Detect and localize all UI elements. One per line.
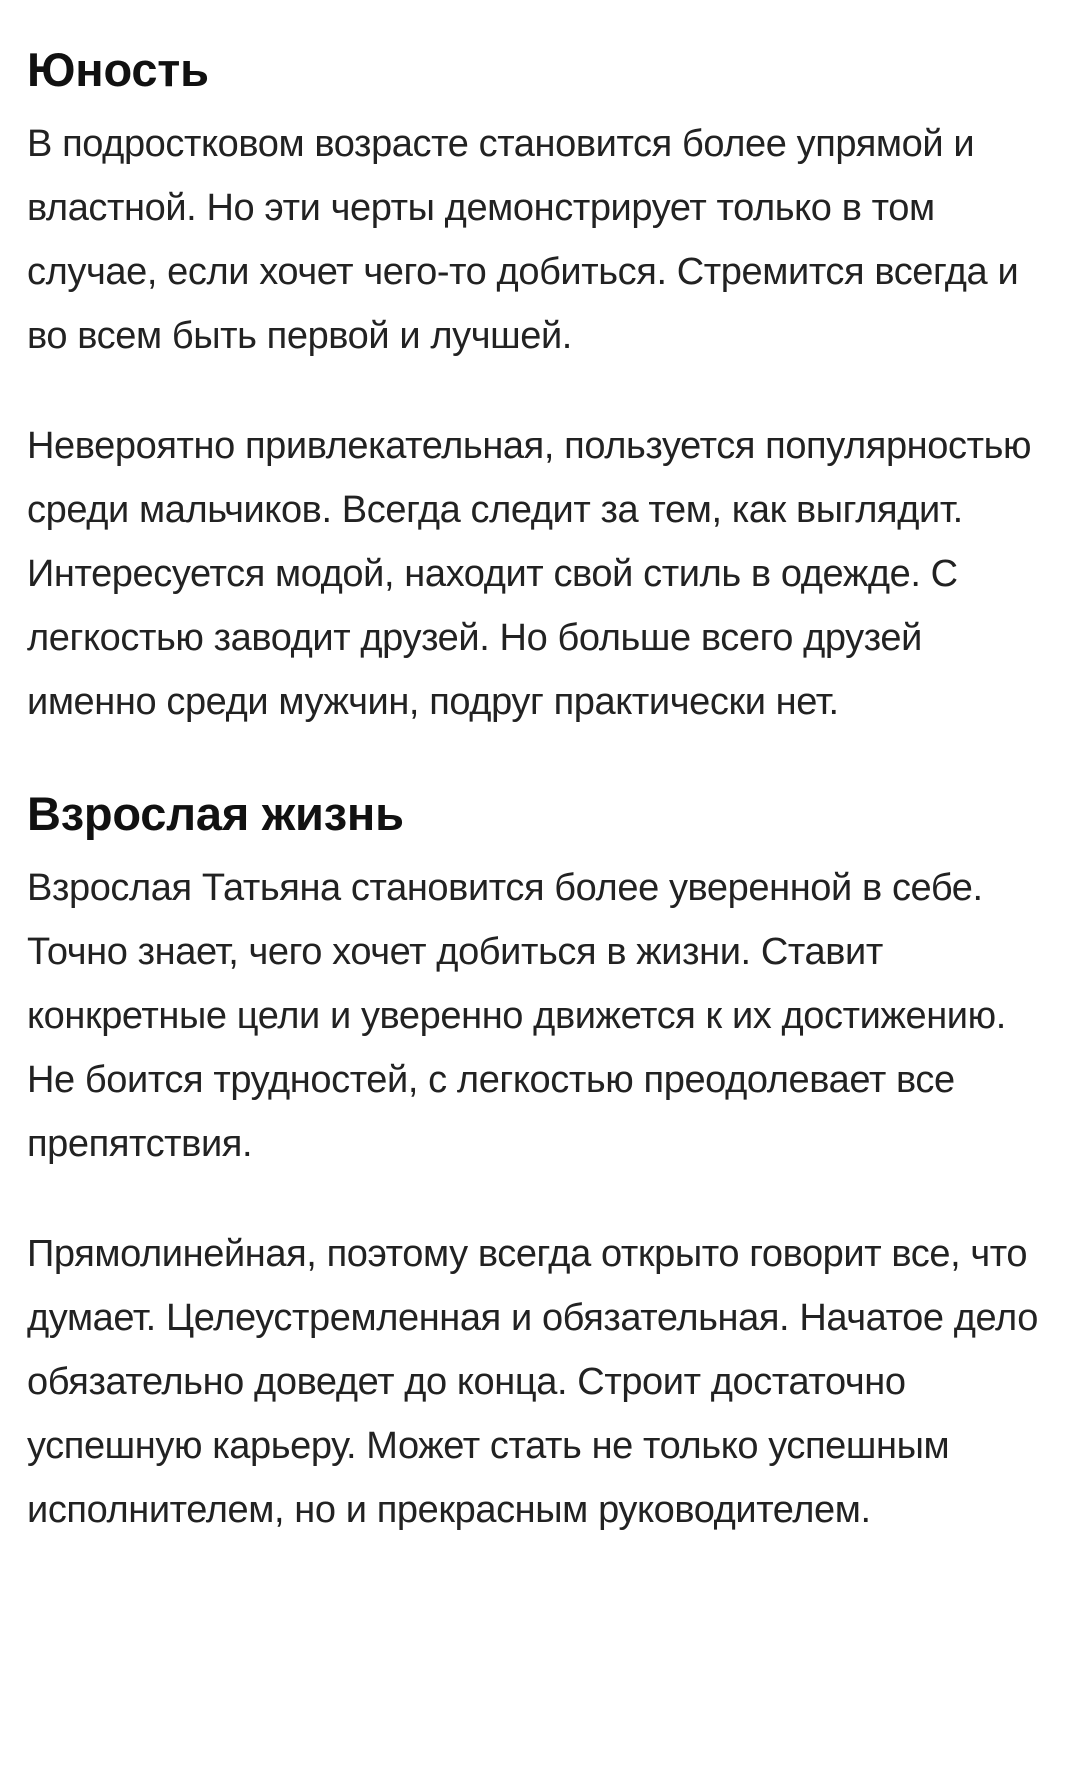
section-heading-adult-life: Взрослая жизнь [27, 787, 404, 840]
section-youth [27, 38, 1049, 734]
paragraph: Невероятно привлекательная, пользуется популярностью среди мальчиков. Всегда следит за тем, как выглядит. Интересуется модой, находит свой стиль в одежде. С легкостью заводит друзей. Но больше всего друзей именно среди мужчин, подруг практически нет. [27, 425, 1032, 723]
section-heading-youth: Юность [27, 43, 209, 96]
section-adult-life [27, 782, 1049, 1542]
paragraph: В подростковом возрасте становится более упрямой и властной. Но эти черты демонстрирует только в том случае, если хочет чего-то добиться. Стремится всегда и во всем быть первой и лучшей. [27, 123, 1019, 357]
paragraph: Прямолинейная, поэтому всегда открыто говорит все, что думает. Целеустремленная и обязательная. Начатое дело обязательно доведет до конца. Строит достаточно успешную карьеру. Может стать не только успешным исполнителем, но и прекрасным руководителем. [27, 1233, 1038, 1531]
paragraph: Взрослая Татьяна становится более уверенной в себе. Точно знает, чего хочет добиться в жизни. Ставит конкретные цели и уверенно движется к их достижению. Не боится трудностей, с легкостью преодолевает все препятствия. [27, 867, 1006, 1165]
